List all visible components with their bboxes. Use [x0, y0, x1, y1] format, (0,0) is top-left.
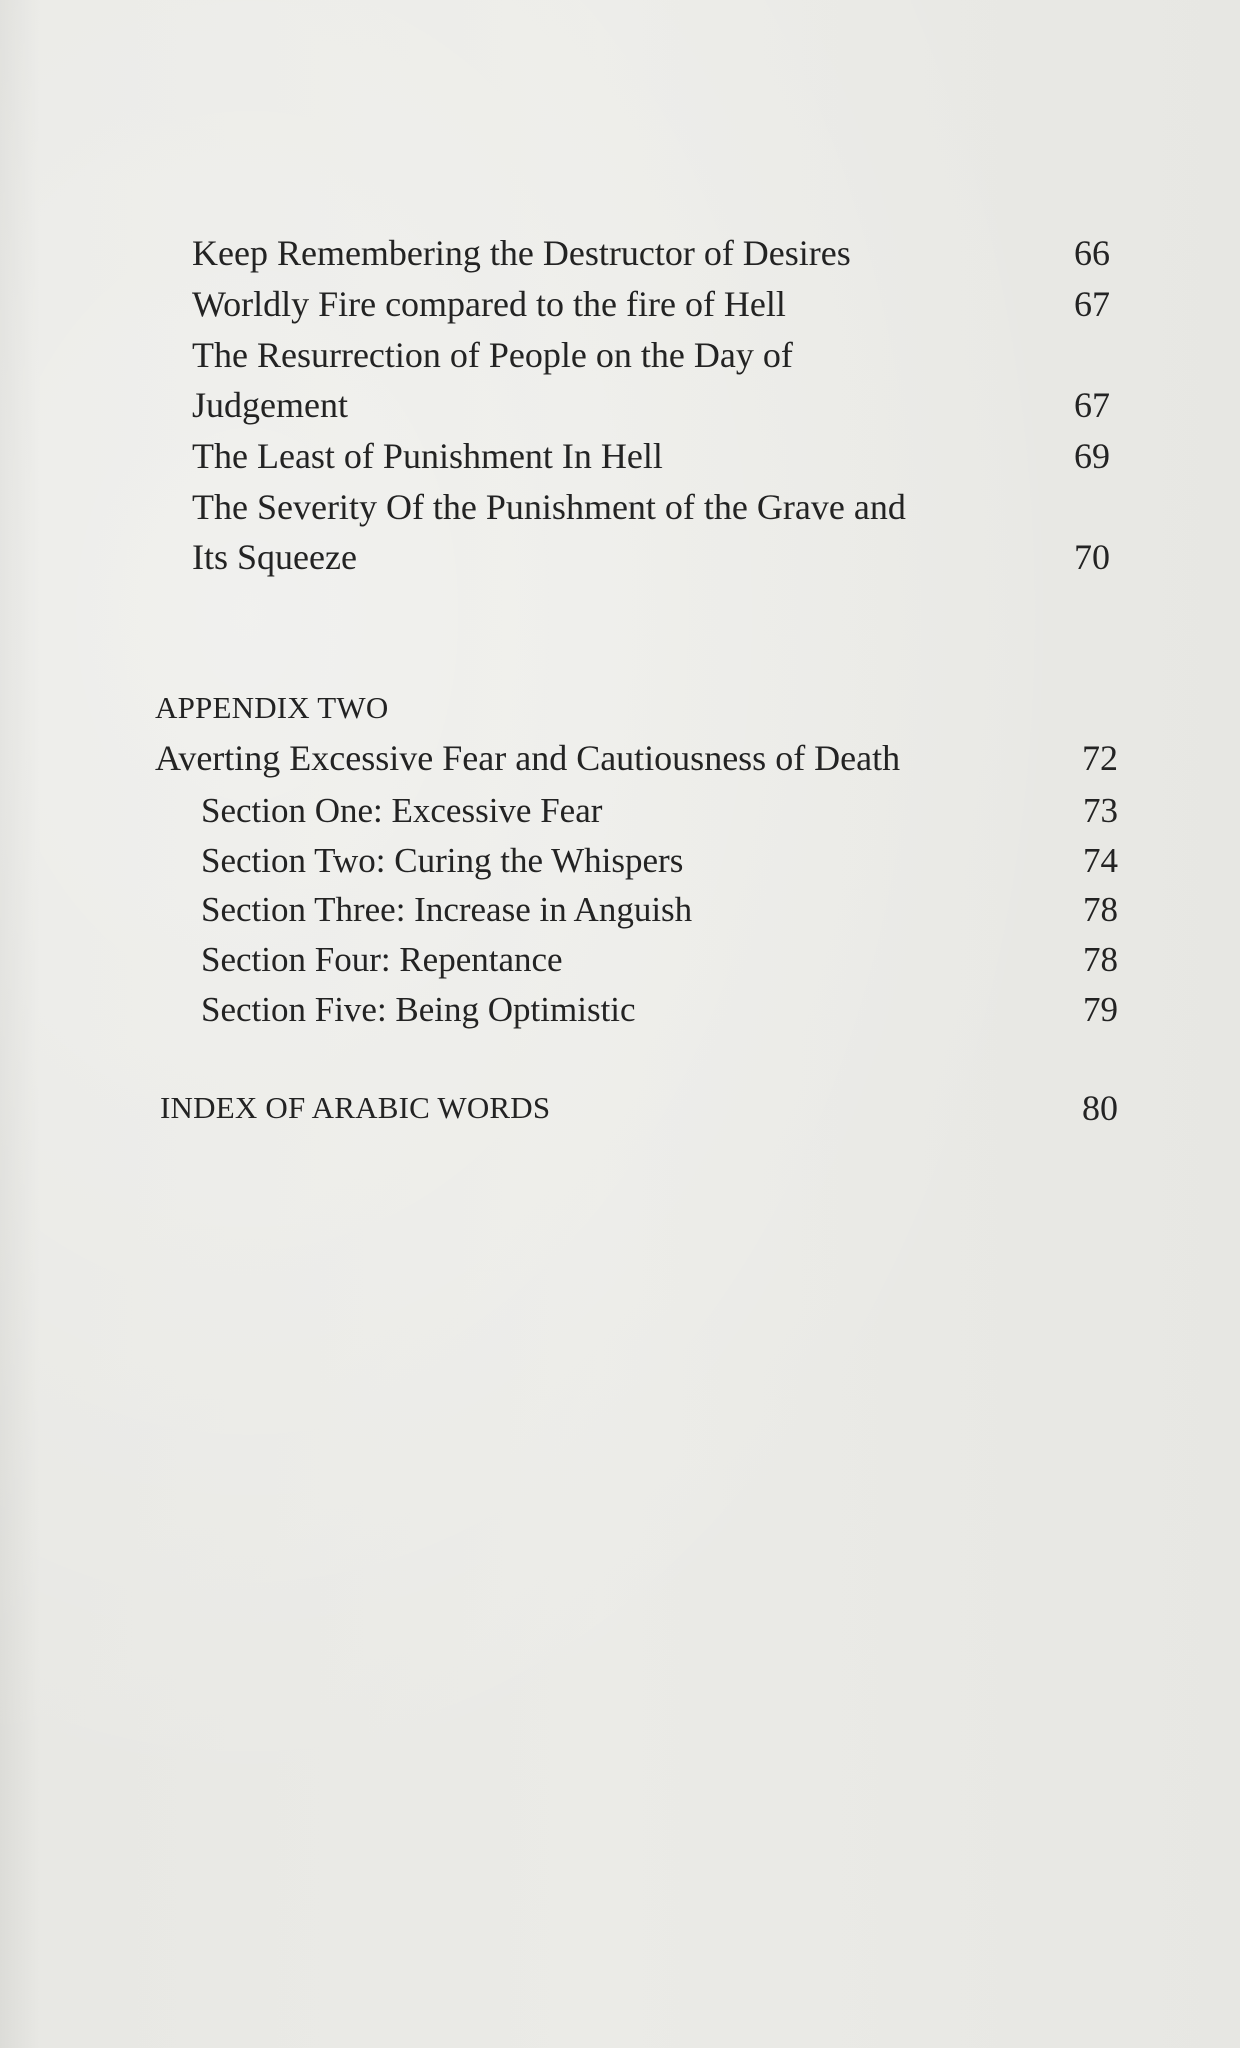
toc-entry-title: Section Five: Being Optimistic [201, 990, 636, 1029]
index-page: 80 [1082, 1088, 1118, 1128]
toc-entry-page: 66 [1074, 233, 1110, 273]
toc-entry [192, 330, 1112, 430]
toc-entry-title: The Resurrection of People on the Day of [192, 335, 793, 375]
toc-entry-page: 74 [1083, 841, 1118, 880]
toc-entry-page: 78 [1083, 940, 1118, 979]
toc-entry-title: Keep Remembering the Destructor of Desires [192, 233, 851, 273]
toc-entry [192, 279, 1112, 329]
appendix-heading: APPENDIX TWO [155, 690, 389, 725]
toc-entry-title-continued: Judgement [192, 385, 348, 425]
toc-entry-title: Worldly Fire compared to the fire of Hell [192, 284, 786, 324]
toc-entry-title: Section Three: Increase in Anguish [201, 890, 693, 929]
toc-entry-page: 78 [1083, 890, 1118, 929]
toc-entry-page: 79 [1083, 990, 1118, 1029]
toc-entry-main [155, 733, 1120, 783]
toc-subentry [201, 786, 1121, 836]
toc-entry-title: Section Four: Repentance [201, 940, 563, 979]
toc-subentry [201, 985, 1121, 1035]
toc-entry-page: 67 [1074, 284, 1110, 324]
toc-subentry [201, 885, 1121, 935]
toc-entry-title: The Least of Punishment In Hell [192, 436, 663, 476]
toc-entry-title: Section Two: Curing the Whispers [201, 841, 684, 880]
toc-entry-page: 73 [1083, 791, 1118, 830]
toc-entry-title-continued: Its Squeeze [192, 537, 357, 577]
toc-subentry [201, 935, 1121, 985]
toc-entry [192, 482, 1112, 582]
index-heading: INDEX OF ARABIC WORDS [160, 1090, 551, 1125]
toc-entry-title: The Severity Of the Punishment of the Grave and [192, 487, 906, 527]
toc-subentry [201, 836, 1121, 886]
index-entry [160, 1083, 1120, 1133]
toc-entry-title: Section One: Excessive Fear [201, 791, 603, 830]
toc-entry-title: Averting Excessive Fear and Cautiousness of Death [155, 738, 901, 778]
toc-entry-page: 70 [1074, 537, 1110, 577]
toc-entry-page: 69 [1074, 436, 1110, 476]
toc-entry [192, 431, 1112, 481]
toc-entry [192, 228, 1112, 278]
toc-entry-page: 67 [1074, 385, 1110, 425]
toc-entry-page: 72 [1082, 738, 1118, 778]
